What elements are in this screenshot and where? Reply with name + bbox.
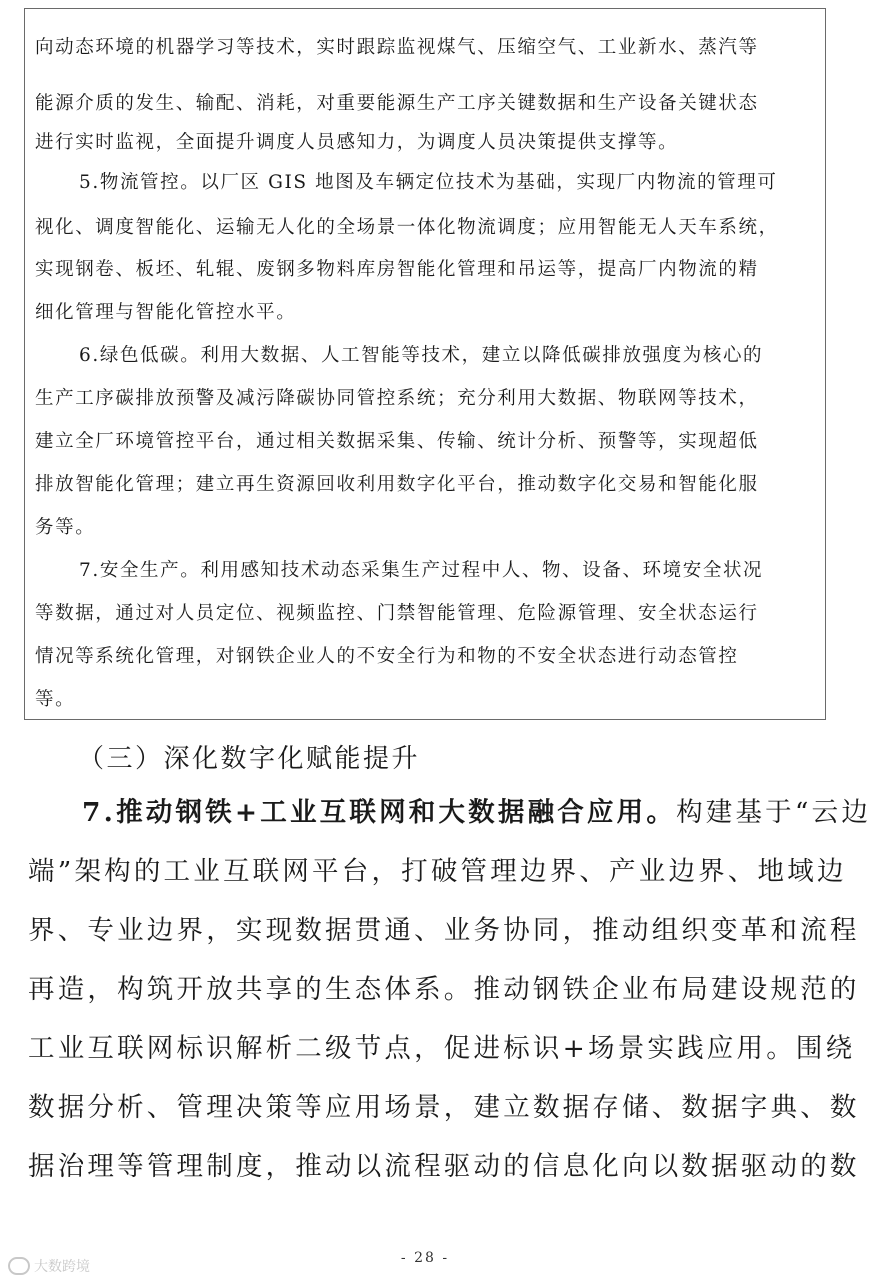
box-text-line: 生产工序碳排放预警及减污降碳协同管控系统；充分利用大数据、物联网等技术， <box>35 388 759 409</box>
paragraph-text: 构建基于“云边 <box>676 797 871 828</box>
box-text-line: 进行实时监视，全面提升调度人员感知力，为调度人员决策提供支撑等。 <box>35 132 679 153</box>
paragraph-line: 再造，构筑开放共享的生态体系。推动钢铁企业布局建设规范的 <box>28 974 860 1005</box>
paragraph-line: 工业互联网标识解析二级节点，促进标识+场景实践应用。围绕 <box>28 1033 856 1064</box>
box-text-line: 建立全厂环境管控平台，通过相关数据采集、传输、统计分析、预警等，实现超低 <box>35 431 759 452</box>
box-text-line: 6.绿色低碳。利用大数据、人工智能等技术，建立以降低碳排放强度为核心的 <box>79 345 764 366</box>
box-text-line: 务等。 <box>35 517 96 538</box>
watermark-logo-icon <box>8 1257 30 1275</box>
box-text-line: 实现钢卷、板坯、轧辊、废钢多物料库房智能化管理和吊运等，提高厂内物流的精 <box>35 259 759 280</box>
box-text-line: 排放智能化管理；建立再生资源回收利用数字化平台，推动数字化交易和智能化服 <box>35 474 759 495</box>
box-text-line: 7.安全生产。利用感知技术动态采集生产过程中人、物、设备、环境安全状况 <box>79 560 764 581</box>
paragraph-bold-lead: 7.推动钢铁+工业互联网和大数据融合应用。 <box>82 797 677 828</box>
box-text-line: 细化管理与智能化管控水平。 <box>35 302 297 323</box>
box-text-line: 能源介质的发生、输配、消耗，对重要能源生产工序关键数据和生产设备关键状态 <box>35 93 759 114</box>
watermark-text: 大数跨境 <box>34 1259 90 1275</box>
paragraph-line: 界、专业边界，实现数据贯通、业务协同，推动组织变革和流程 <box>28 915 860 946</box>
paragraph-line <box>82 797 871 828</box>
paragraph-line: 端”架构的工业互联网平台，打破管理边界、产业边界、地域边 <box>28 856 847 887</box>
boxed-excerpt <box>24 8 826 720</box>
section-heading: （三）深化数字化赋能提升 <box>78 744 421 774</box>
box-text-line: 情况等系统化管理，对钢铁企业人的不安全行为和物的不安全状态进行动态管控 <box>35 646 739 667</box>
box-text-line: 视化、调度智能化、运输无人化的全场景一体化物流调度；应用智能无人天车系统， <box>35 217 779 238</box>
box-text-line: 等数据，通过对人员定位、视频监控、门禁智能管理、危险源管理、安全状态运行 <box>35 603 759 624</box>
watermark <box>8 1256 90 1276</box>
box-text-line: 等。 <box>35 689 76 710</box>
box-text-line: 5.物流管控。以厂区 GIS 地图及车辆定位技术为基础，实现厂内物流的管理可 <box>79 172 778 193</box>
paragraph-line: 数据分析、管理决策等应用场景，建立数据存储、数据字典、数 <box>28 1092 860 1123</box>
page-number: - 28 - <box>400 1250 450 1266</box>
box-text-line: 向动态环境的机器学习等技术，实时跟踪监视煤气、压缩空气、工业新水、蒸汽等 <box>35 37 759 58</box>
paragraph-line: 据治理等管理制度，推动以流程驱动的信息化向以数据驱动的数 <box>28 1151 860 1182</box>
